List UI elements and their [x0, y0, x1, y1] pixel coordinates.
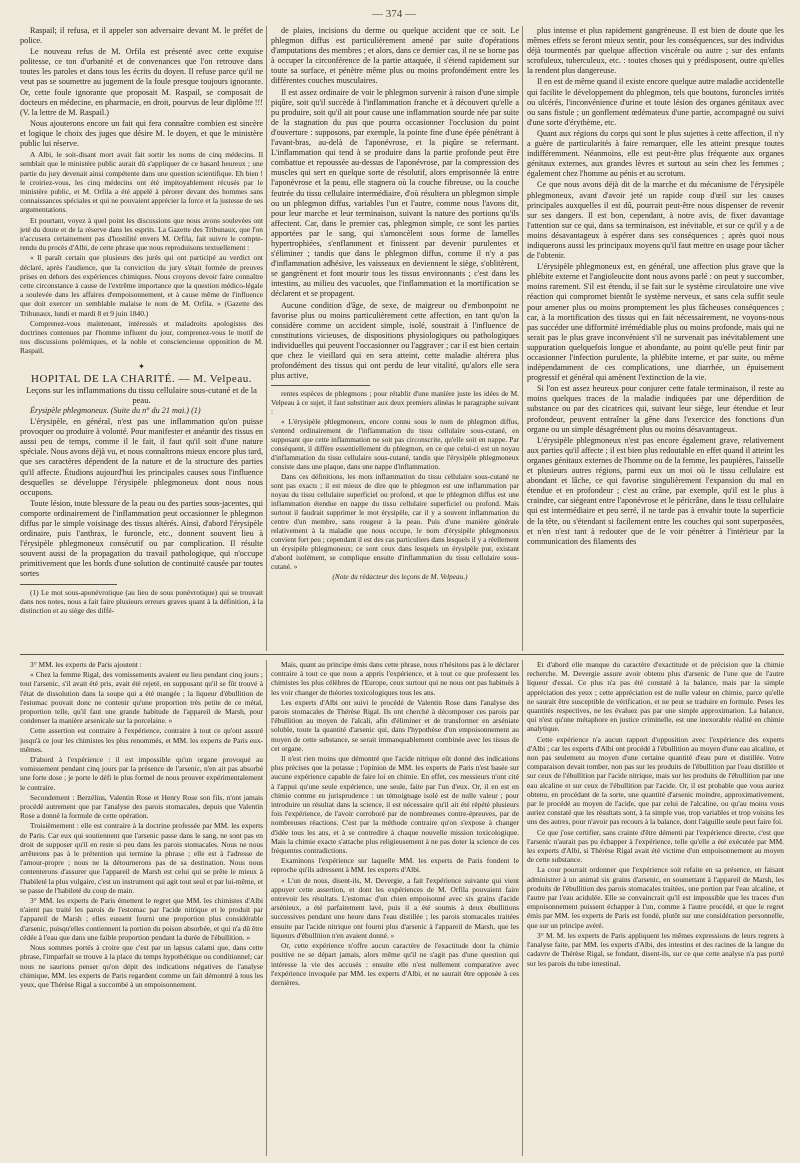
column-divider	[266, 26, 267, 651]
paragraph: Il n'est rien moins que démontré que l'acide nitrique eût donné des indications plus précises que la potasse ; l'opinion de MM. les experts de Paris n'est basée sur aucune expérience capable de faire loi en chimie. En effet, ces messieurs n'ont cité à l'appui qu'une seule expérience, une seule, faite par l'un d'eux. Or, il en est en chimie comme en jurisprudence : un témoignage isolé est de nulle valeur ; pour introduire un résultat dans la science, il est nécessaire qu'il ait été répété plusieurs fois l'expérience, de l'avoir corroboré par de nombreuses contre-épreuves, par de nombreuses réactions. C'est par la méthode contraire qu'on s'expose à changer d'idée tous les ans, et à se contredire à chaque nouvelle mission toxicologique. Mais la chimie exacte s'attache plus religieusement à ne pas doter la science de ces fréquentes contradictions.	[271, 754, 519, 856]
paragraph: de plaies, incisions du derme ou quelque accident que ce soit. Le phlegmon diffus est particulièrement amené par suite d'opérations d'amputations des membres ; et alors, dans ce dernier cas, il ne se borne pas à occuper la circonférence de la partie attaquée, il s'étend rapidement sur toute sa surface, et pénètre même plus ou moins profondément entre les différentes couches musculaires.	[271, 26, 519, 86]
paragraph: L'érysipèle, en général, n'est pas une inflammation qu'on puisse provoquer ou produire à volonté. Pour manifester et anéantir des tissus en aussi peu de temps, comme il le fait, il faut qu'il soit d'une nature spéciale. Nous avons déjà vu, et nous connaîtrons mieux encore plus tard, que ses caractères dépendent de la nature et de la structure des parties qu'il affecte. Étudions aujourd'hui les principales causes sous l'influence desquelles se développe l'érysipèle phlegmoneux dont nous nous occupons.	[20, 417, 263, 497]
paragraph: Il en est de même quand il existe encore quelque autre maladie accidentelle qui facilite le développement du phlegmon, tels que boutons, furoncles irrités ou ulcérés, l'inconvénience d'urine et toute lésion des organes génitaux avec ou sans fistule ; un gonflement œdémateux d'une partie, accompagné ou suivi d'une sorte d'érythème, etc.	[527, 77, 784, 127]
page-number: — 374 —	[372, 8, 416, 20]
column-divider	[522, 660, 523, 1156]
paragraph: Cette assertion est contraire à l'expérience, contraire à tout ce qu'ont assuré jusqu'à ce jour les chimistes les plus renommés, et MM. les experts de Paris eux-mêmes.	[20, 726, 263, 754]
paragraph: La cour pourrait ordonner que l'expérience soit refaite en sa présence, en faisant administrer à un animal six grains d'arsenic, en soumettant à l'appareil de Marsh, les produits de l'ébullition des parois stomacales traitées, une portion par l'eau alcaline, et l'autre par l'eau acidulée. Elle se convaincrait qu'il est impossible que les traces d'un empoisonnement puissent échapper à l'un, comme à l'autre procédé, et que le regret émis par MM. les experts de Paris est fondé, plutôt sur une considération personnelle, que sur un principe avéré.	[527, 865, 784, 930]
paragraph: D'abord à l'expérience : il est impossible qu'un organe provoqué au vomissement pendant cinq jours par la présence de l'arsenic, n'en ait pas absorbé une forte dose ; je porte le défi le plus formel de nous prouver expérimentalement le contraire.	[20, 755, 263, 792]
section-subtitle: Leçons sur les inflammations du tissu cellulaire sous-cutané et de la peau.	[26, 384, 257, 405]
paragraph: plus intense et plus rapidement gangréneuse. Il est bien de doute que les mêmes effets se feront mieux sentir, pour les conséquences, sur des individus déjà tourmentés par quelque affection viscérale ou autre ; sur des enfants scrofuleux, tuberculeux, etc. : toutes choses qui y prédisposent, outre qu'elles la rendent plus dangereuse.	[527, 26, 784, 76]
paragraph: Il est assez ordinaire de voir le phlegmon survenir à raison d'une simple piqûre, soit qu'il succède à l'inflammation franche et à découvert qu'elle a pu produire, soit qu'il ait pour cause une inflammation sourde née par suite de la stagnation du pus que pourra occasionner l'occlusion du point d'ouverture : supposons, par exemple, la pointe fine d'une épée pénétrant à l'avant-bras, au-delà de l'aponévrose, et la piqûre se refermant. L'inflammation qui tend à se produire dans la partie profonde peut être combattue et repoussée au-dessus de l'aponévrose, par la compression des muscles qui sert en quelque sorte de résolutif, alors emprisonnée là entre l'aponévrose et la peau, elle stagnera où la couche fibreuse, ou la couche feutrée du tissu cellulaire intermédiaire, d'où résultera un phlegmon simple ou un phlegmon diffus, variables l'un et l'autre, comme nous l'avons dit, pour leur marche et leur terminaison, suivant la nature des portions qu'ils affectent. Car, dans le premier cas, phlegmon simple, ce sont les parties apportées par le sang, qui s'amoncèlent sous forme de lamelles hypertrophiées, s'enflamment et finissent par devenir purulentes et s'éliminer ; tandis que dans le phlegmon diffus, comme il n'y a pas d'inflammation adhésive, les vaisseaux en deviennent le siège, s'oblitèrent, se gangrènent et font mourir tous les tissus environnants ; c'est dans les intestins, au milieu des vacuoles, que l'inflammation et la mortification se déclarent et se propagent.	[271, 87, 519, 299]
column-2	[271, 26, 519, 651]
paragraph: Et d'abord elle manque du caractère d'exactitude et de précision que la chimie recherche. M. Devergie assure avoir obtenu plus d'arsenic de l'une que de l'autre liqueur d'essai. Ce plus n'a pas été constaté à la balance, mais par la simple appréciation des yeux ; cette appréciation est de nulle valeur en chimie, parce qu'elle ne saurait être susceptible de vérification, et ne peut se traduire en formule. Peses les quantités respectives, ne les évaluez pas par une simple approximation. La balance, qui n'est qu'une métaphore en justice criminelle, est une inexorable réalité en chimie analytique.	[527, 660, 784, 734]
column-divider	[522, 26, 523, 651]
paragraph: Or, cette expérience n'offre aucun caractère de l'exactitude dont la chimie positive ne se départ jamais, alors même qu'il ne s'agit pas d'une question qui intéresse la vie des accusés : ensuite elle n'est nullement comparative avec l'expérience invoquée par MM. les experts d'Albi, et ne saurait être opposée à ces dernières.	[271, 941, 519, 987]
quote: « Chez la femme Rigal, des vomissements avaient eu lieu pendant cinq jours ; tout l'arsenic, s'il avait été pris, avait été rejeté, en supposant qu'il se fût trouvé à l'état de dissolution dans la soupe qui a été mangée ; la liqueur d'ébullition de l'estomac pouvait donc ne contenir qu'une proportion très petite de ce métal, proportion telle, qu'il faut une grande habitude de l'appareil de Marsh, pour condenser la manière arsenicale sur la porcelaine. »	[20, 670, 263, 726]
footnote-signature: (Note du rédacteur des leçons de M. Velpeau.)	[332, 572, 468, 582]
paragraph: Mais, quant au principe émis dans cette phrase, nous n'hésitons pas à le déclarer contraire à tout ce que nous a appris l'expérience, et à tout ce que professent les chimistes les plus célèbres de l'Europe, ceux surtout qui ne nous ont pas habitués à les voir changer de théories toxicologiques tous les ans.	[271, 660, 519, 697]
paragraph: L'érysipèle phlegmoneux est, en général, une affection plus grave que la phlébite externe et l'angioleucite dont nous avons parlé : on peut y succomber, moins rarement. S'il est étendu, il se fait sur le système circulatoire une vive réaction qui compromet bientôt le système nerveux, et sans cela suffit seule pour amener plus ou moins promptement les plus fâcheuses conséquences ; car, à la mortification des tissus qui en fait nécessairement, ne voyons-nous pas succéder une difformité irrémédiable plus ou moins profonde, mais qui ne serait pas le plus grave inconvénient s'il ne survenait pas inévitablement une suppuration quelquefois longue et abondante, au point qu'elle peut finir par occasionner l'infection purulente, la phlébite interne, et par suite, ou même indépendamment de ces complications, une diarrhée, un épuisement progressif et général qui amènent l'extinction de la vie.	[527, 262, 784, 383]
article-heading: Érysipèle phlegmoneux. (Suite du n° du 21 mai.) (1)	[30, 405, 201, 415]
ornament: ✦	[138, 361, 145, 371]
footnote-separator	[271, 385, 370, 386]
paragraph: A Albi, le soit-disant mort avait fait sortir les noms de cinq médecins. Il semblait que le ministère public aurait dû s'appliquer de ce hasard heureux ; une partie du jury devenait ainsi compétente dans une question scientifique. Eh bien ! le croiriez-vous, les cinq médecins ont été impitoyablement récusés par le ministère public, et M. Orfila a été appelé à pérorer devant des hommes sans connaissances spéciales et qui ne pouvaient apprécier la force et la justesse de ses argumentations.	[20, 150, 263, 215]
column-4	[20, 660, 263, 1156]
paragraph: Cette expérience n'a aucun rapport d'opposition avec l'expérience des experts d'Albi ; car les experts d'Albi ont procédé à l'ébullition au moyen d'une eau alcaline, et non pas seulement au moyen d'une certaine quantité d'eau pure et distillée. Votre comparaison devait tomber, non pas sur les produits de l'ébullition par l'eau distillée et sur ceux de l'ébullition par l'acide nitrique, mais sur les produits de l'ébullition par une eau alcaline et sur ceux de l'ébullition par l'acide. Or, il est probable que vous auriez obtenu, en procédant de la sorte, une quantité d'arsenic moindre, approximativement, par le procédé au moyen de l'acide, que par celui de l'alcaline, ou qu'au moins vous auriez constaté que les résultats sont, à la simple vue, trop variables et trop voisins les uns des autres, pour n'avoir pas recours à la balance, dont l'aiguille seule peut faire foi.	[527, 734, 784, 827]
column-divider	[266, 660, 267, 1156]
footnote: « L'érysipèle phlegmoneux, encore connu sous le nom de phlegmon diffus, s'entend ordinairement de l'inflammation du tissu cellulaire sous-cutané, en supposant que cette inflammation ne soit pas circonscrite, qu'elle soit en nappe. Par conséquent, il diffère essentiellement du phlegmon, en ce que celui-ci est un noyau d'inflammation du tissu cellulaire sous-cutané, tandis que l'érysipèle phlegmoneux consiste dans une plaque, dans une nappe d'inflammation.	[271, 417, 519, 472]
paragraph: 3° M. M. les experts de Paris appliquent les mêmes expressions de leurs regrets à l'analyse faite, par MM. les experts d'Albi, des intestins et des racines de la langue du cadavre de Thérèse Rigal, se fondant, disent-ils, sur ce que cette analyse n'a pas porté sur les parois du tube intestinal.	[527, 930, 784, 968]
footnote: Dans ces définitions, les mots inflammation du tissu cellulaire sous-cutané ne sont pas exacts ; il est mieux de dire que le phlegmon est une inflammation par noyau du tissu cellulaire superficiel ou profond, et que le phlegmon diffus est une inflammation étendue en nappe du tissu cellulaire superficiel ou profond. Mais surtout il faudrait supprimer le mot érysipèle, car il y a souvent inflammation du centre d'un membre, sans rougeur à la peau. Puis d'une manière générale relativement à la maladie que nous occupe, le nom d'érysipèle phlegmoneux convient fort peu ; cependant il est des cas particuliers dans lesquels il y a réellement un érysipèle phlegmoneux; ce sont ceux dans lesquels un érysipèle pur, existant d'abord isolément, se complique ensuite d'inflammation du tissu cellulaire sous-cutané. »	[271, 472, 519, 572]
column-3	[527, 26, 784, 651]
column-6	[527, 660, 784, 1156]
quote: « Il paraît certain que plusieurs des jurés qui ont participé au verdict ont déclaré, après l'audience, que la conviction du jury s'était formée de preuves prises en dehors des expériences chimiques. Nous croyons devoir faire connaître cette circonstance à cause de l'extrême importance que la question médico-légale a soulevée dans les affaires d'empoisonnement, et à cause même de l'influence que doit exercer un semblable malaise le nom de M. Orfila. » (Gazette des Tribunaux, lundi et mardi 8 et 9 juin 1840.)	[20, 253, 263, 318]
footnote: (1) Le mot sous-aponévrotique (au lieu de sous ponévrotique) qui se trouvait dans nos notes, nous a fait faire plusieurs erreurs graves quant à la définition, à la distinction et au siège des diffé-	[20, 587, 263, 615]
paragraph: Ce que j'ose certifier, sans crainte d'être démenti par l'expérience directe, c'est que l'arsenic n'aurait pas pu échapper à l'expérience, telle qu'elle a été exécutée par MM. les experts d'Albi, si Thérèse Rigal avait été victime d'un empoisonnement au moyen de cette substance.	[527, 827, 784, 865]
paragraph: Troisièmement : elle est contraire à la doctrine professée par MM. les experts de Paris. Car eux qui soutiennent que l'arsenic passe dans le sang, ne sont pas en droit de supposer qu'il en reste si peu dans les parois stomacales. Nous ne nous arrêterons pas à le prétention qui termine la phrase ; elle est à l'adresse de l'amour-propre ; nous ne la détournerons pas de sa destination. Nous nous contenterons d'assurer que l'appareil de Marsh est celui qui se prête le mieux à l'habileté la plus vulgaire, c'est un instrument qui agit tout seul et par lui-même, et se passe de l'habileté du coup de main.	[20, 821, 263, 895]
horizontal-divider	[20, 654, 784, 655]
paragraph: Toute lésion, toute blessure de la peau ou des parties sous-jacentes, qui comporte ordinairement de l'inflammation peut occasionner le phlegmon diffus par le simple voisinage des tissus altérés. Ainsi, d'abord l'érysipèle ordinaire, puis l'anthrax, le furoncle, etc., donnent souvent lieu à l'érysipèle phlegmoneux consécutif ou par complication. Il résulte souvent aussi de la propagation du travail pathologique, qui n'occupe primitivement que les bords d'une solution de continuité causée par toutes sortes	[20, 498, 263, 579]
paragraph: 3° MM. les experts de Paris émettent le regret que MM. les chimistes d'Albi n'aient pas traité les parois de l'estomac par l'acide nitrique et le produit par l'appareil de Marsh ; elles eussent fourni une proportion plus considérable d'arsenic, puisqu'elles contiennent la portion du poison absorbée, et qui n'a dû être cédée à l'eau que dans une faible proportion pendant la durée de l'ébullition. »	[20, 896, 263, 942]
paragraph: Comprenez-vous maintenant, intéressés et maladroits apologistes des doctrines contenues par l'homme influent du jour, comprenez-vous le motif de nos discussions polémiques, et la noble et consciencieuse opposition de M. Raspail.	[20, 318, 263, 356]
paragraph: Raspail; il refusa, et il appeler son adversaire devant M. le préfet de police.	[20, 26, 263, 46]
paragraph: Nous ajouterons encore un fait qui fera connaître combien est sincère et logique le choix des juges que désire M. le doyen, et que le ministère public lui réserve.	[20, 118, 263, 149]
quote: « L'un de nous, disent-ils, M. Devergie, a fait l'expérience suivante qui vient appuyer cette assertion, et dont les expériences de M. Orfila pouvaient faire entrevoir les résultats. L'estomac d'un chien empoisonné avec six grains d'acide arsénieux, a été parfaitement lavé, puis il a été soumis à deux ébullitions successives pendant une heure dans l'eau distillée ; les parois stomacales traitées ensuite par l'acide nitrique ont fourni plus d'arsenic à l'appareil de Marsh, que les liqueurs d'ébullition n'en avaient donné. »	[271, 875, 519, 940]
paragraph: 3° MM. les experts de Paris ajoutent :	[30, 660, 142, 669]
footnote: rentes espèces de phlegmons ; pour rétablir d'une manière juste les idées de M. Velpeau à ce sujet, il faut substituer aux deux premiers alinéas le paragraphe suivant :	[271, 389, 519, 417]
section-title: HOPITAL DE LA CHARITÉ. — M. Velpeau.	[31, 372, 252, 385]
paragraph: Et pourtant, voyez à quel point les discussions que nous avons soulevées ont jeté du doute et de la réserve dans les esprits. La Gazette des Tribunaux, que l'on n'accusera certainement pas d'hostilité envers M. Orfila, fait suivre le compte-rendu du procès d'Albi, de cette phrase que nous reproduisons textuellement :	[20, 215, 263, 253]
paragraph: Nous sommes portés à croire que c'est par un lapsus calami que, dans cette phrase, l'imparfait se trouve à la place du temps hypothétique ou conditionnel; car nous ne saurions penser qu'on dépit des indications négatives de l'analyse chimique, MM. les experts de Paris regardent comme un fait démontré à tous les yeux, que Thérèse Rigal a succombé à un empoisonnement.	[20, 943, 263, 989]
paragraph: Les experts d'Albi ont suivi le procédé de Valentin Rose dans l'analyse des parois stomacales de Thérèse Rigal. Ils ont cherché à décomposer ces parois par l'ébullition au moyen de l'alcali, afin d'éliminer et de transformer en arséniate soluble, toute la quantité d'arsenic qui, dans l'hypothèse d'un empoisonnement au moyen de cette substance, se serait immanquablement combinée avec les tissus de cet organe.	[271, 697, 519, 753]
paragraph: Le nouveau refus de M. Orfila est présenté avec cette exquise politesse, ce ton d'urbanité et de convenances que l'on retrouve dans toutes les paroles et dans tous les écrits du doyen. Il refuse parce qu'il ne veut pas se soumettre au jugement de la foule presque toujours ignorante. Or, cette foule ignorante que proposait M. Raspail, se composait de docteurs en médecine, en pharmacie, en droit, pourvus de leur diplôme !!! (V. la lettre de M. Raspail.)	[20, 47, 263, 117]
paragraph: Examinons l'expérience sur laquelle MM. les experts de Paris fondent le reproche qu'ils adressent à MM. les experts d'Albi.	[271, 856, 519, 875]
footnote-separator	[20, 584, 117, 585]
column-1	[20, 26, 263, 651]
paragraph: Quant aux régions du corps qui sont le plus sujettes à cette affection, il n'y a guère de particularités à faire remarquer, elle les atteint presque toutes indifféremment. Néanmoins, elle est peut-être plus fréquente aux organes génitaux externes, aux grandes lèvres et surtout au sein chez les femmes ; également chez l'homme au pénis et au scrotum.	[527, 128, 784, 179]
column-5	[271, 660, 519, 1156]
paragraph: Aucune condition d'âge, de sexe, de maigreur ou d'embonpoint ne favorise plus ou moins particulièrement cette affection, en tant qu'on la considère comme un accident simple, isolé, soustrait à l'influence de constitutions vicieuses, de dispositions physiologiques ou pathologiques individuelles qui peuvent l'occasionner ou l'aggraver ; car il est bien certain que chez le vieillard qui en sera atteint, cette maladie altérera plus profondément des tissus qui ont perdu de leur vitalité, qu'alors elle sera plus active,	[271, 300, 519, 381]
paragraph: Ce que nous avons déjà dit de la marche et du mécanisme de l'érysipèle phlegmoneux, avant d'avoir jeté un rapide coup d'œil sur les causes principales auxquelles il est dû, pourrait peut-être nous dispenser de revenir sur ses dangers. Il est bon, cependant, à notre avis, de fixer davantage l'attention sur ce qui, dans sa terminaison, est inévitable, et sur ce qu'il y a de moins désavantageux à espérer dans ses conséquences ; après quoi nous indiquerons aussi les principaux moyens qu'il faut mettre en usage pour tâcher de l'obtenir.	[527, 180, 784, 261]
paragraph: Secondement : Berzélius, Valentin Rose et Henry Rose son fils, n'ont jamais procédé autrement que par l'analyse des parois stomacales, depuis que Valentin Rose a donné la formule de cette opération.	[20, 792, 263, 821]
paragraph: L'érysipèle phlegmoneux n'est pas encore également grave, relativement aux parties qu'il affecte ; il est bien plus redoutable en effet quand il atteint les organes génitaux externes de l'homme ou de la femme, les paupières, l'aisselle et plusieurs autres régions, parmi eux un moi où le tissu cellulaire est abondant et lâche, ce qui favorise singulièrement l'expansion du mal en étendue et en profondeur ; c'est au crâne, par exemple, qu'il est le plus à craindre, car siégeant entre l'aponévrose et le péricrâne, dans le tissu cellulaire qui est intermédiaire et peu serré, il ne tarde pas à envahir toute la superficie de la tête, ou s'étendant si facilement entre les couches qui sont superposées, et n'en n'est tant à redouter que de le voir pénétrer à l'intérieur par la communication des filaments des	[527, 435, 784, 546]
paragraph: Si l'on est assez heureux pour conjurer cette fatale terminaison, il reste au moins quelques traces de la maladie indiquées par une déperdition de substance ou par des cicatrices qui, suivant leur siège, leur étendue et leur profondeur, peuvent entraîner la gêne dans l'exercice des fonctions d'un organe ou un simple désagrément plus ou moins désavantageux.	[527, 384, 784, 434]
